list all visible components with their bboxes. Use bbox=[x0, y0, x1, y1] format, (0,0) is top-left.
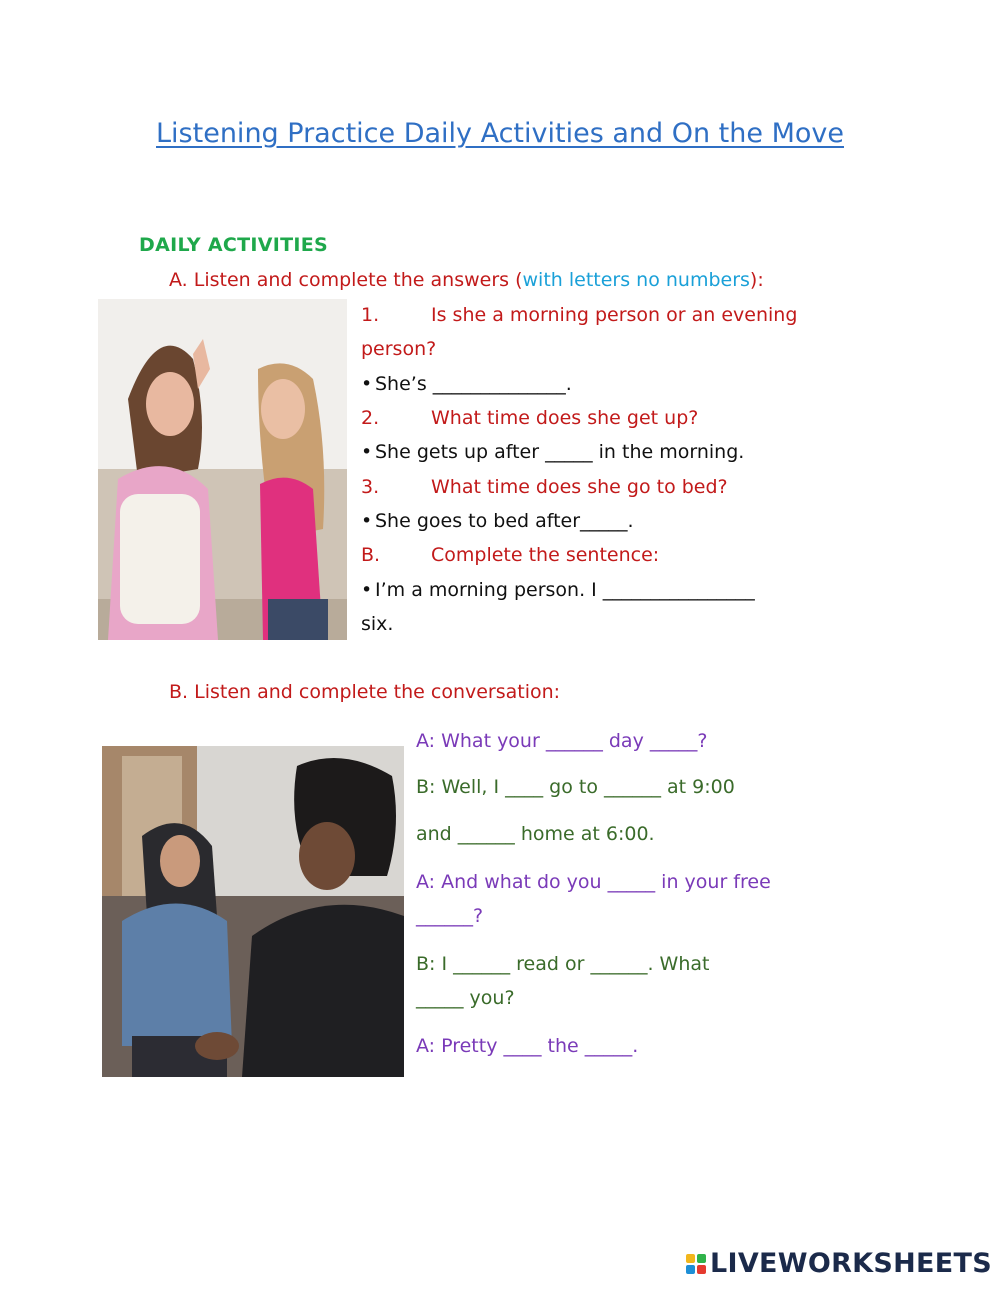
conversation-line-3[interactable]: and ______ home at 6:00. bbox=[416, 823, 655, 845]
instruction-highlight: with letters no numbers bbox=[522, 269, 750, 291]
conversation-line-5[interactable]: ______? bbox=[416, 905, 484, 927]
liveworksheets-logo[interactable] bbox=[686, 1248, 992, 1279]
conversation-line-7[interactable]: _____ you? bbox=[416, 987, 515, 1009]
conversation-line-2[interactable]: B: Well, I ____ go to ______ at 9:00 bbox=[416, 776, 735, 798]
instruction-end: ): bbox=[749, 269, 764, 291]
photo2-illustration bbox=[102, 746, 404, 1077]
answer-2 bbox=[361, 441, 744, 463]
question-number: 2. bbox=[361, 407, 380, 429]
photo-two-people-talking bbox=[102, 746, 404, 1077]
photo1-illustration bbox=[98, 299, 347, 640]
answer-b bbox=[361, 579, 755, 601]
question-number: 3. bbox=[361, 476, 380, 498]
question-b bbox=[361, 544, 659, 566]
section-heading: DAILY ACTIVITIES bbox=[139, 234, 329, 256]
question-text: Complete the sentence: bbox=[431, 544, 660, 566]
question-1 bbox=[361, 304, 797, 326]
answer-text[interactable]: She goes to bed after_____. bbox=[375, 510, 634, 532]
bullet: • bbox=[361, 373, 373, 395]
question-text: Is she a morning person or an evening bbox=[431, 304, 798, 326]
answer-3 bbox=[361, 510, 634, 532]
bullet: • bbox=[361, 579, 373, 601]
photo-two-women-talking bbox=[98, 299, 347, 640]
question-1-continued: person? bbox=[361, 338, 437, 360]
conversation-line-4[interactable]: A: And what do you _____ in your free bbox=[416, 871, 771, 893]
part-b-instruction: B. Listen and complete the conversation: bbox=[169, 681, 561, 703]
conversation-line-1[interactable]: A: What your ______ day _____? bbox=[416, 730, 708, 752]
liveworksheets-logo-icon bbox=[686, 1254, 706, 1274]
conversation-line-6[interactable]: B: I ______ read or ______. What bbox=[416, 953, 710, 975]
answer-b-continued: six. bbox=[361, 613, 394, 635]
question-3 bbox=[361, 476, 728, 498]
instruction-text: A. Listen and complete the answers ( bbox=[169, 269, 523, 291]
part-a-instruction bbox=[169, 269, 764, 291]
page-title: Listening Practice Daily Activities and On the Move bbox=[156, 118, 844, 149]
question-text: What time does she get up? bbox=[431, 407, 699, 429]
answer-text[interactable]: I’m a morning person. I ________________ bbox=[375, 579, 755, 601]
answer-text[interactable]: She gets up after _____ in the morning. bbox=[375, 441, 745, 463]
bullet: • bbox=[361, 510, 373, 532]
bullet: • bbox=[361, 441, 373, 463]
question-number: 1. bbox=[361, 304, 380, 326]
question-text: What time does she go to bed? bbox=[431, 476, 728, 498]
question-number: B. bbox=[361, 544, 381, 566]
question-2 bbox=[361, 407, 698, 429]
answer-1 bbox=[361, 373, 572, 395]
answer-text[interactable]: She’s ______________. bbox=[375, 373, 572, 395]
logo-text: LIVEWORKSHEETS bbox=[709, 1248, 992, 1279]
conversation-line-8[interactable]: A: Pretty ____ the _____. bbox=[416, 1035, 639, 1057]
